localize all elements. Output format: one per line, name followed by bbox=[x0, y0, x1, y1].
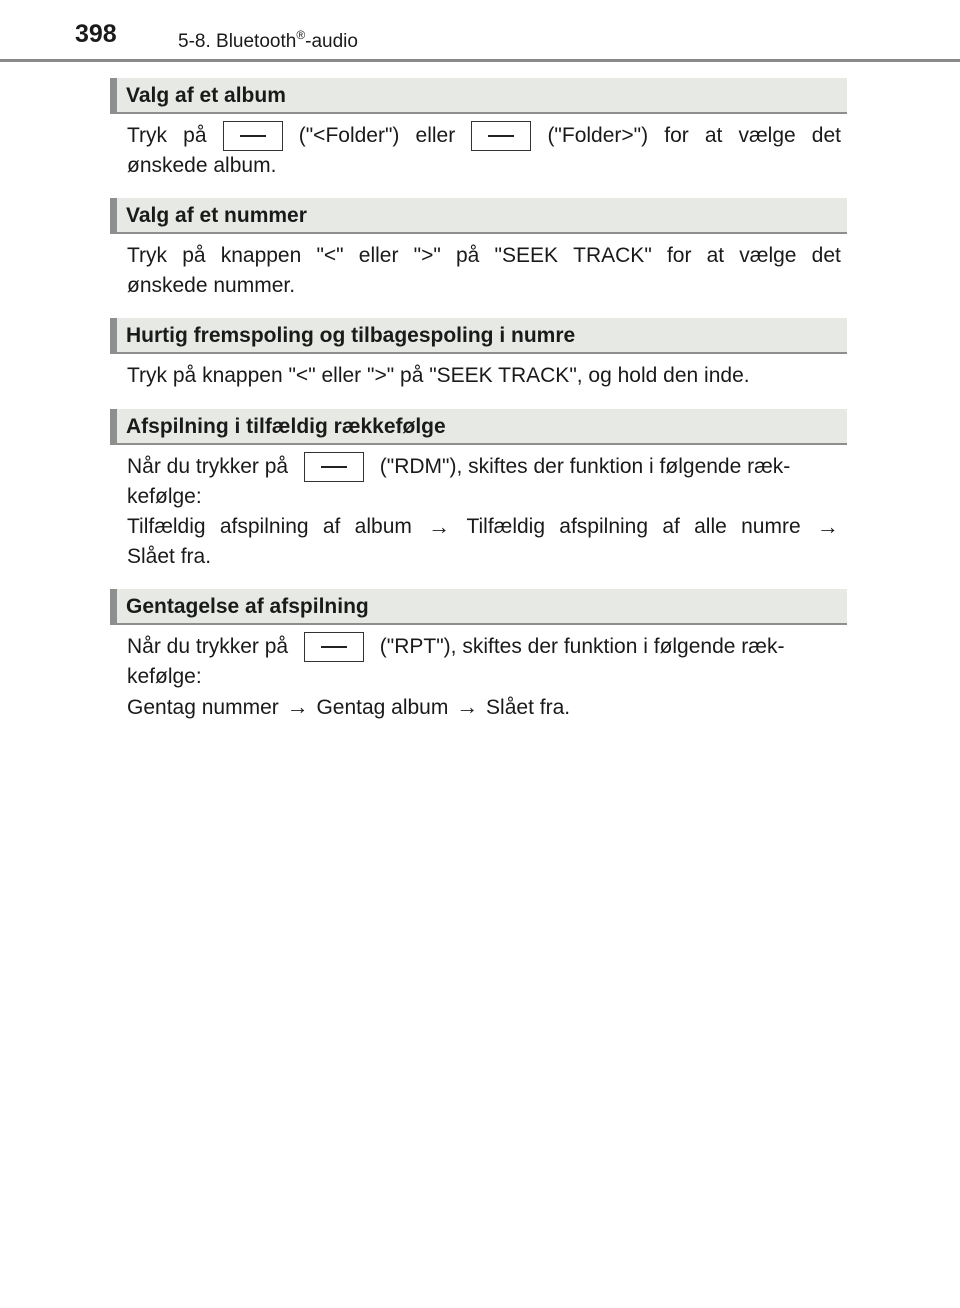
section-heading-track: Valg af et nummer bbox=[110, 198, 847, 234]
text-line: Slået fra. bbox=[127, 545, 212, 568]
rdm-button-icon bbox=[304, 452, 364, 482]
text-line: Tilfældig afspilning af album → Tilfældig afspilning af alle numre → bbox=[127, 512, 841, 542]
text-line: ønskede album. bbox=[127, 154, 277, 177]
section-heading-album: Valg af et album bbox=[110, 78, 847, 114]
registered-mark: ® bbox=[296, 28, 306, 42]
arrow-right-icon: → bbox=[456, 694, 479, 719]
section-body-repeat bbox=[127, 632, 841, 722]
section-body-album bbox=[127, 121, 841, 181]
text-line: kefølge: bbox=[127, 665, 202, 688]
chapter-suffix: -audio bbox=[305, 31, 358, 52]
text-line: ønskede nummer. bbox=[127, 274, 296, 297]
arrow-right-icon: → bbox=[428, 514, 451, 539]
text-line: kefølge: bbox=[127, 485, 202, 508]
text-line: Tryk på knappen "<" eller ">" på "SEEK TRACK", og hold den inde. bbox=[127, 364, 750, 387]
page-header bbox=[0, 0, 960, 62]
section-body-random bbox=[127, 452, 841, 572]
section-heading-repeat: Gentagelse af afspilning bbox=[110, 589, 847, 625]
folder-up-button-icon bbox=[471, 121, 531, 151]
folder-down-button-icon bbox=[223, 121, 283, 151]
text-line: Tryk på ("<Folder") eller ("Folder>") for at vælge det bbox=[127, 121, 841, 151]
chapter-title bbox=[178, 28, 358, 53]
text-line: Når du trykker på ("RDM"), skiftes der funktion i følgende ræk- bbox=[127, 452, 841, 482]
page-number: 398 bbox=[75, 20, 117, 48]
section-heading-random: Afspilning i tilfældig rækkefølge bbox=[110, 409, 847, 445]
arrow-right-icon: → bbox=[286, 694, 309, 719]
text-line: Når du trykker på ("RPT"), skiftes der funktion i følgende ræk- bbox=[127, 632, 841, 662]
chapter-prefix: 5-8. Bluetooth bbox=[178, 31, 297, 52]
section-body-fast-forward bbox=[127, 361, 841, 391]
text-line: Gentag nummer → Gentag album → Slået fra. bbox=[127, 692, 841, 722]
text-line: Tryk på knappen "<" eller ">" på "SEEK TRACK" for at vælge det bbox=[127, 244, 841, 267]
rpt-button-icon bbox=[304, 632, 364, 662]
section-heading-fast-forward: Hurtig fremspoling og tilbagespoling i numre bbox=[110, 318, 847, 354]
arrow-right-icon: → bbox=[816, 514, 839, 539]
section-body-track bbox=[127, 241, 841, 301]
